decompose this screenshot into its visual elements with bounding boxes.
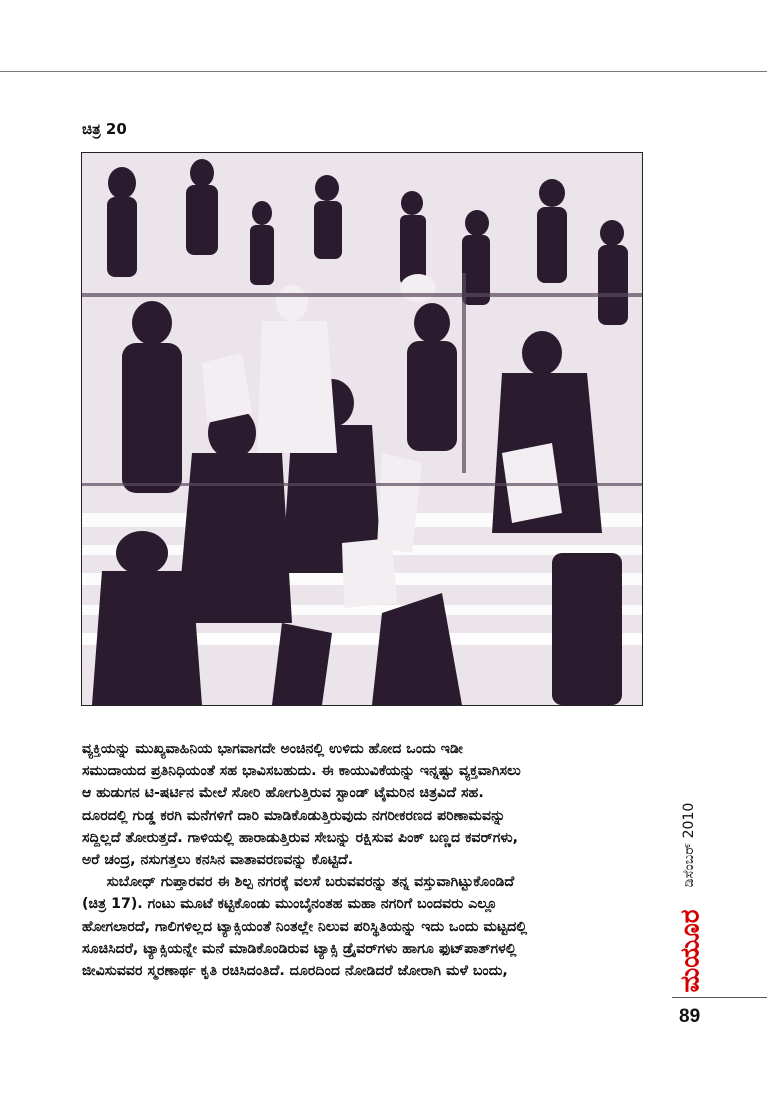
article-line: ಜೀವಿಸುವವರ ಸ್ಮರಣಾರ್ಥ ಕೃತಿ ರಚಿಸಿದಂತಿದೆ. ದೂರದಿಂದ ನೋಡಿದರೆ ಜೋರಾಗಿ ಮಳೆ ಬಂದು, (82, 963, 508, 980)
header-divider (0, 71, 767, 72)
article-line: ಆ ಹುಡುಗನ ಟಿ-ಷರ್ಟಿನ ಮೇಲೆ ಸೋರಿ ಹೋಗುತ್ತಿರುವ ಸ್ಟಾಂಡ್ ಟೈಮರಿನ ಚಿತ್ರವಿದೆ ಸಹ. (82, 785, 484, 802)
magazine-logo-text: ಮಯೂರ (675, 909, 706, 993)
article-line: (ಚಿತ್ರ 17). ಗಂಟು ಮೂಟೆ ಕಟ್ಟಿಕೊಂಡು ಮುಂಬೈನಂತಹ ಮಹಾ ನಗರಿಗೆ ಬಂದವರು ಎಲ್ಲೂ (82, 896, 498, 913)
article-line: ದೂರದಲ್ಲಿ ಗುಡ್ಡ ಕರಗಿ ಮನೆಗಳಿಗೆ ದಾರಿ ಮಾಡಿಕೊಡುತ್ತಿರುವುದು ನಗರೀಕರಣದ ಪರಿಣಾಮವನ್ನು (82, 807, 506, 824)
article-line: ಸದ್ದಿಲ್ಲದೆ ತೋರುತ್ತದೆ. ಗಾಳಿಯಲ್ಲಿ ಹಾರಾಡುತ್ತಿರುವ ಸೇಬನ್ನು ರಕ್ಷಿಸುವ ಪಿಂಕ್ ಬಣ್ಣದ ಕವರ್‌ಗಳು, (82, 829, 518, 846)
article-line: ಅರೆ ಚಂದ್ರ, ನಸುಗತ್ತಲು ಕನಸಿನ ವಾತಾವರಣವನ್ನು ಕೊಟ್ಟಿದೆ. (82, 852, 354, 869)
magazine-logo (676, 910, 706, 992)
article-line: ಸಮುದಾಯದ ಪ್ರತಿನಿಧಿಯಂತೆ ಸಹ ಭಾವಿಸಬಹುದು. ಈ ಕಾಯುವಿಕೆಯನ್ನು ಇನ್ನಷ್ಟು ವ್ಯಕ್ತವಾಗಿಸಲು (82, 763, 521, 780)
issue-date-text: ಡಿಸೆಂಬರ್ 2010 (681, 802, 697, 888)
article-line: ಸುಬೋಧ್ ಗುಪ್ತಾರವರ ಈ ಶಿಲ್ಪ ನಗರಕ್ಕೆ ವಲಸೆ ಬರುವವರನ್ನು ತನ್ನ ವಸ್ತುವಾಗಿಟ್ಟುಕೊಂಡಿದೆ (82, 874, 515, 891)
figure-caption: ಚಿತ್ರ 20 (82, 120, 127, 138)
crowd-painting-image (81, 152, 643, 706)
issue-date (676, 790, 702, 900)
article-body (82, 738, 672, 982)
sidebar-divider (672, 997, 767, 998)
article-line: ಹೋಗಲಾರದೆ, ಗಾಲಿಗಳಿಲ್ಲದ ಟ್ಯಾಕ್ಸಿಯಂತೆ ನಿಂತಲ್ಲೇ ನಿಲುವ ಪರಿಸ್ಥಿತಿಯನ್ನು ಇದು ಒಂದು ಮಟ್ಟದಲ್ಲಿ (82, 918, 528, 935)
page-number: 89 (679, 1006, 701, 1027)
article-line: ವ್ಯಕ್ತಿಯನ್ನು ಮುಖ್ಯವಾಹಿನಿಯ ಭಾಗವಾಗದೇ ಅಂಚಿನಲ್ಲಿ ಉಳಿದು ಹೋದ ಒಂದು ಇಡೀ (82, 741, 463, 757)
article-line: ಸೂಚಿಸಿದರೆ, ಟ್ಯಾಕ್ಸಿಯನ್ನೇ ಮನೆ ಮಾಡಿಕೊಂಡಿರುವ ಟ್ಯಾಕ್ಸಿ ಡ್ರೈವರ್‌ಗಳು ಹಾಗೂ ಫುಟ್‌ಪಾತ್‌ಗಳಲ್ಲಿ (82, 940, 517, 957)
